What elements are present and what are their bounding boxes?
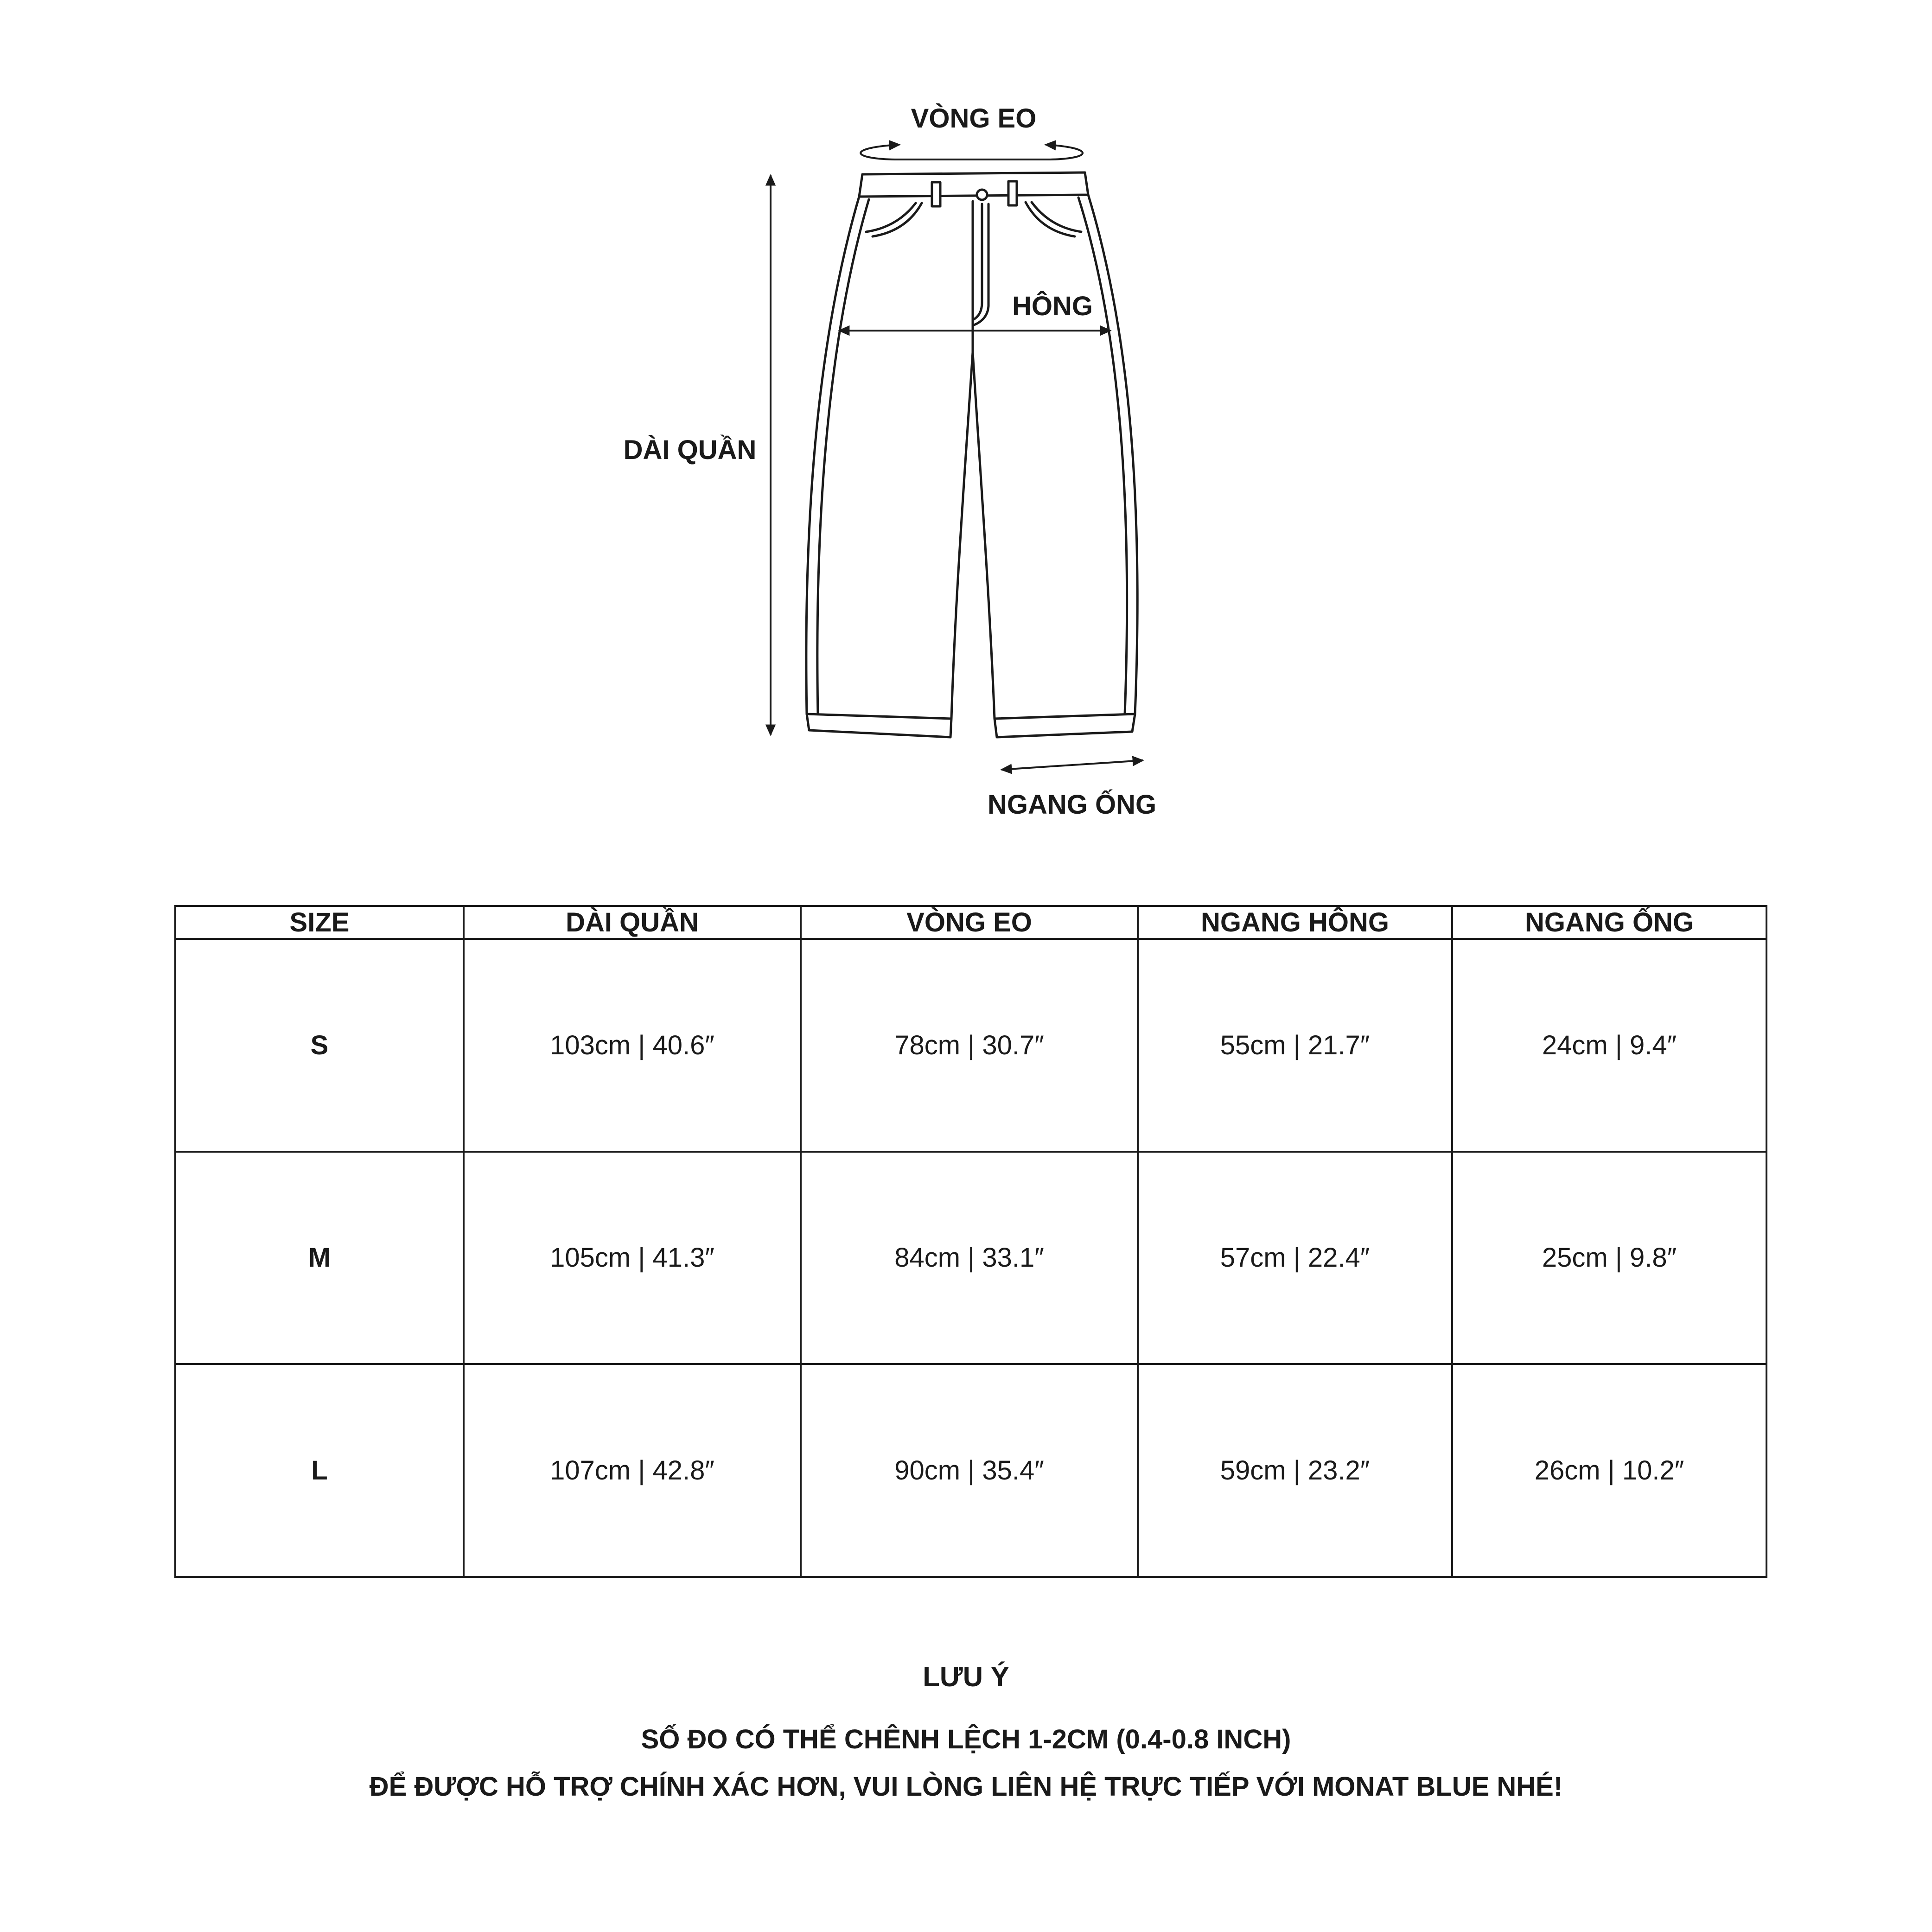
header-hip: NGANG HÔNG [1138,906,1452,939]
table-row [175,939,1766,1152]
header-waist: VÒNG EO [801,906,1138,939]
note-title: LƯU Ý [923,1661,1009,1692]
size-cell: M [175,1152,464,1365]
waist-cell: 84cm | 33.1″ [801,1152,1138,1365]
table-header-row [175,906,1766,939]
size-cell: S [175,939,464,1152]
length-cell: 103cm | 40.6″ [464,939,801,1152]
length-cell: 105cm | 41.3″ [464,1152,801,1365]
table-row [175,1364,1766,1577]
note-line-1: SỐ ĐO CÓ THỂ CHÊNH LỆCH 1-2CM (0.4-0.8 INCH) [641,1724,1291,1754]
waist-arrow-left [861,145,971,159]
waist-cell: 90cm | 35.4″ [801,1364,1138,1577]
hip-cell: 55cm | 21.7″ [1138,939,1452,1152]
hip-cell: 57cm | 22.4″ [1138,1152,1452,1365]
pants-measurement-diagram [0,0,1932,858]
waist-cell: 78cm | 30.7″ [801,939,1138,1152]
hip-label: HÔNG [1012,291,1093,321]
length-cell: 107cm | 42.8″ [464,1364,801,1577]
leg-opening-label: NGANG ỐNG [987,790,1157,820]
leg-opening-cell: 24cm | 9.4″ [1452,939,1766,1152]
header-length: DÀI QUẦN [464,906,801,939]
leg-opening-cell: 26cm | 10.2″ [1452,1364,1766,1577]
size-chart-table [174,905,1767,1578]
pants-outline [806,172,1137,737]
waist-arrow-right [971,145,1083,159]
measurement-arrows [771,145,1143,770]
table-row [175,1152,1766,1365]
header-leg-opening: NGANG ỐNG [1452,906,1766,939]
length-label: DÀI QUẦN [623,435,757,465]
hip-cell: 59cm | 23.2″ [1138,1364,1452,1577]
note-line-2: ĐỂ ĐƯỢC HỖ TRỢ CHÍNH XÁC HƠN, VUI LÒNG LIÊN HỆ TRỰC TIẾP VỚI MONAT BLUE NHÉ! [369,1772,1563,1802]
leg-opening-arrow [1001,760,1143,770]
header-size: SIZE [175,906,464,939]
waist-label: VÒNG EO [911,103,1037,134]
leg-opening-cell: 25cm | 9.8″ [1452,1152,1766,1365]
size-cell: L [175,1364,464,1577]
